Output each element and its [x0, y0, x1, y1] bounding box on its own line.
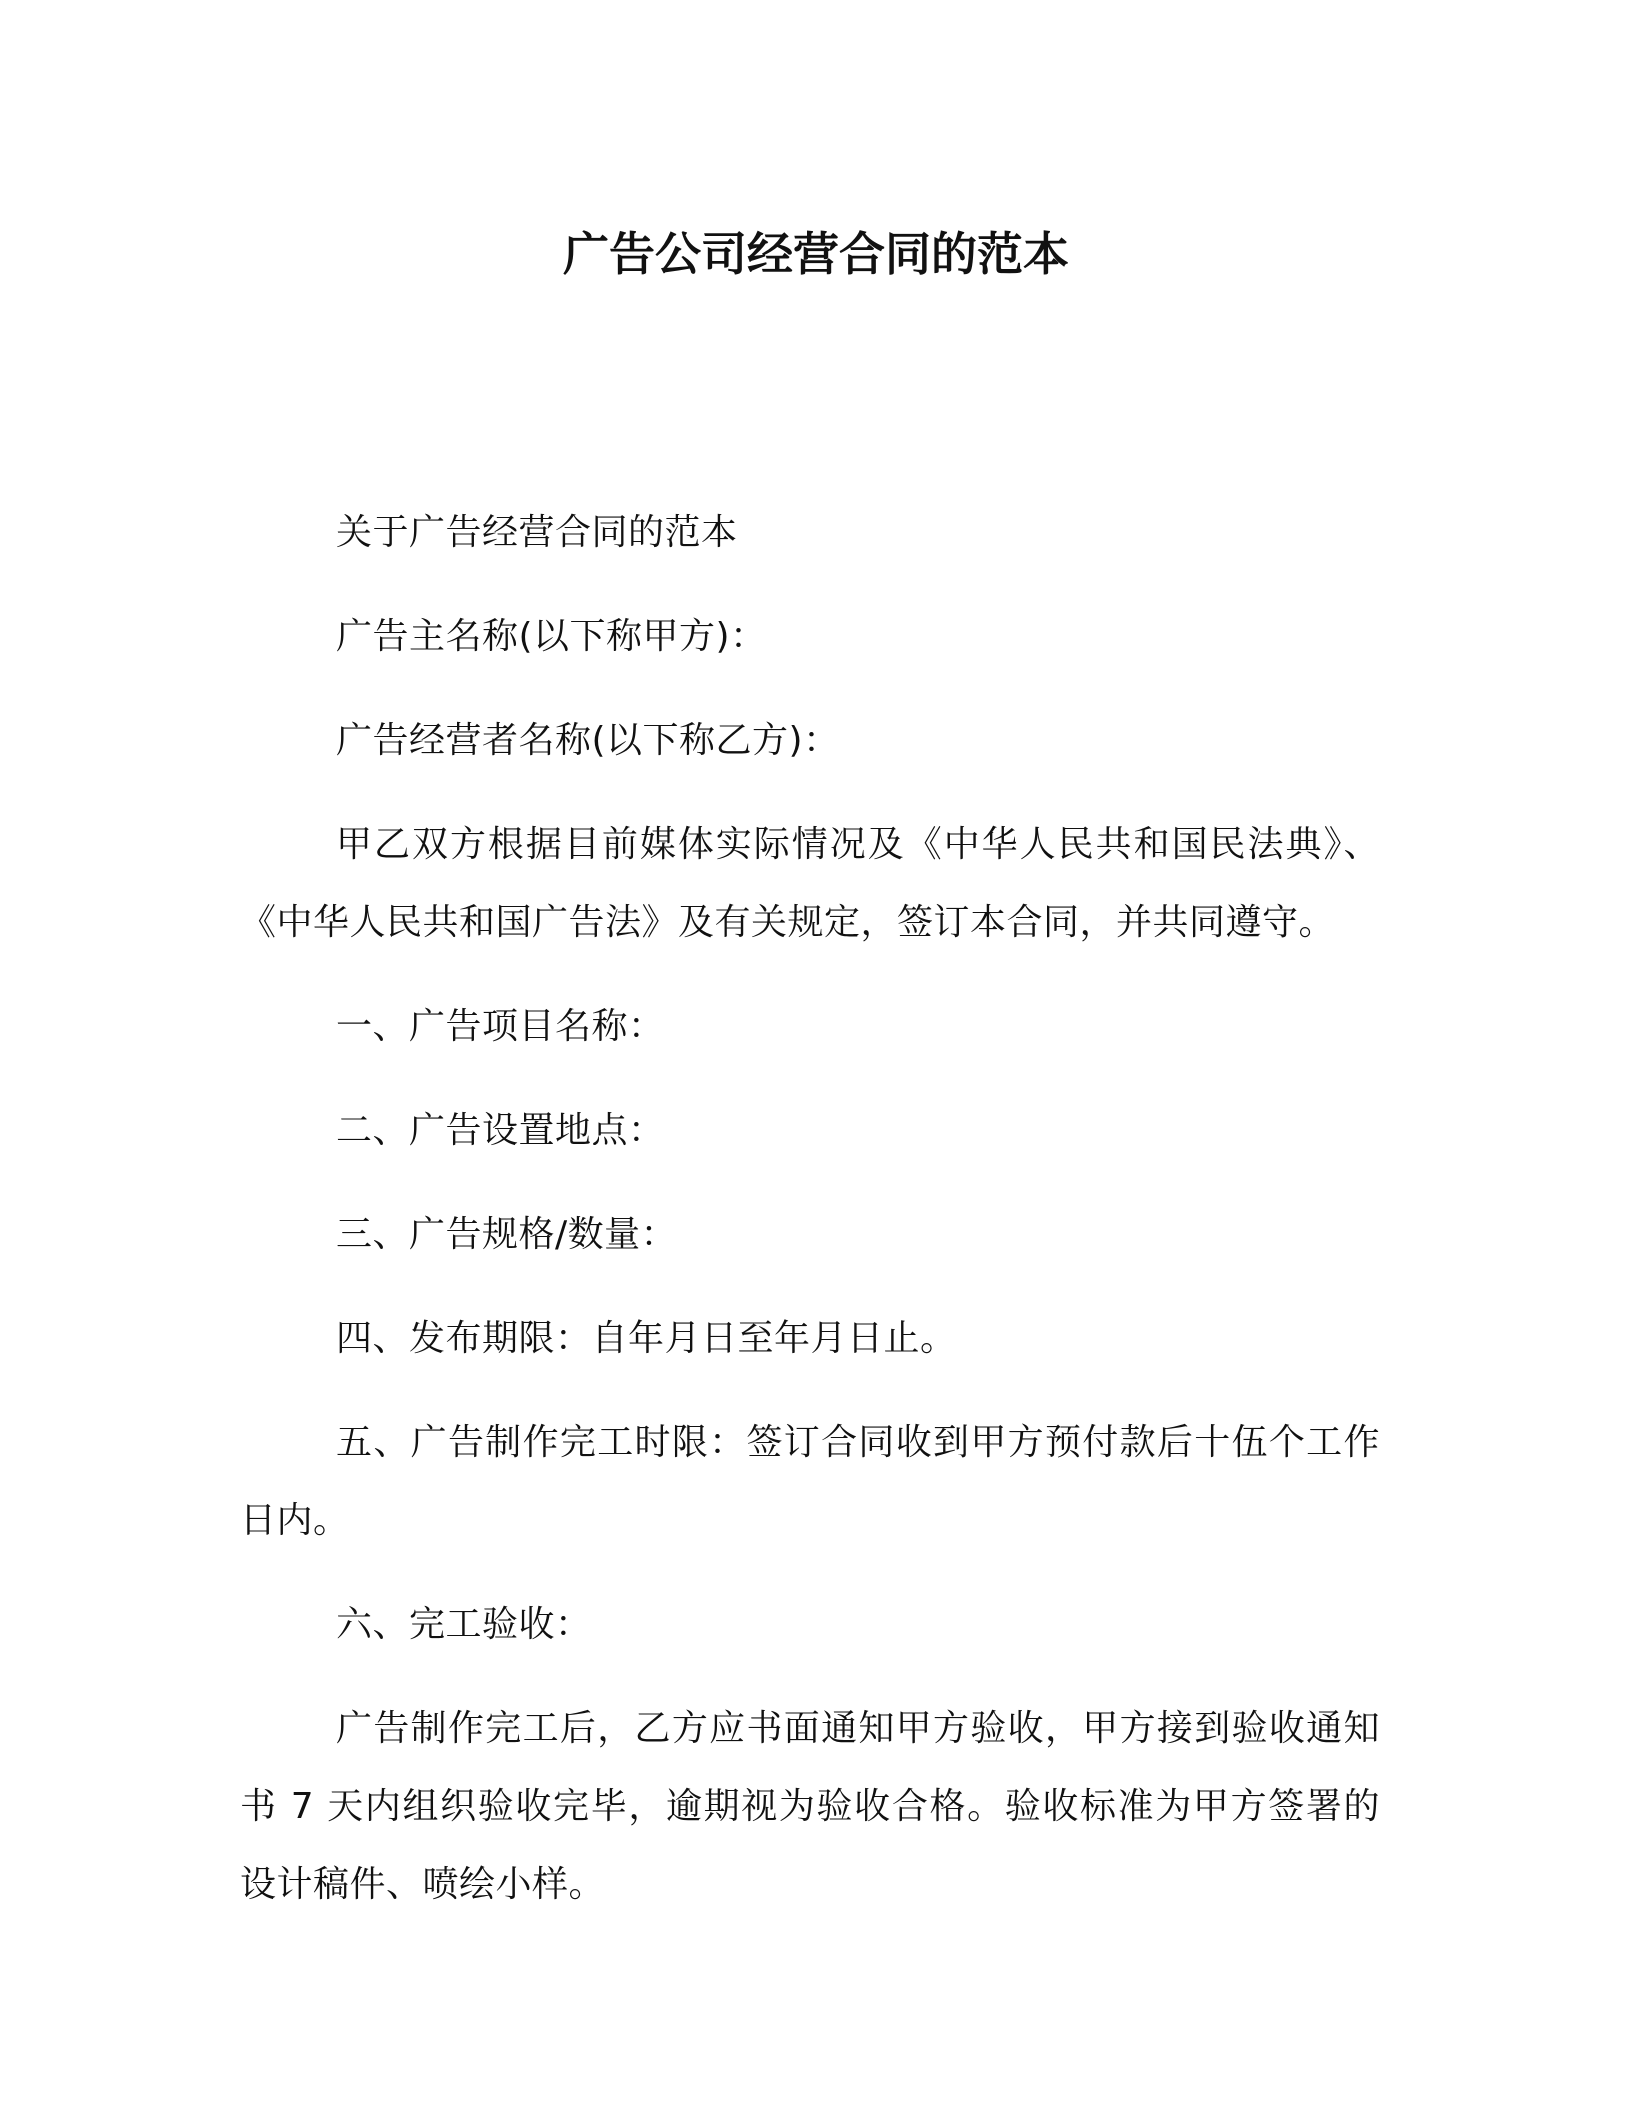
paragraph-party-a: 广告主名称(以下称甲方)：	[336, 616, 767, 657]
clause-4: 四、发布期限：自年月日至年月日止。	[336, 1318, 957, 1359]
clause-6-body: 广告制作完工后，乙方应书面通知甲方验收，甲方接到验收通知书 7 天内组织验收完毕，逾期视为验收合格。验收标准为甲方签署的设计稿件、喷绘小样。	[240, 1708, 1380, 1905]
clause-2: 二、广告设置地点：	[336, 1110, 665, 1151]
paragraph-party-b: 广告经营者名称(以下称乙方)：	[336, 720, 840, 761]
clause-3: 三、广告规格/数量：	[336, 1214, 678, 1255]
clause-1: 一、广告项目名称：	[336, 1006, 665, 1047]
paragraph-subtitle: 关于广告经营合同的范本	[336, 512, 738, 553]
clause-5: 五、广告制作完工时限：签订合同收到甲方预付款后十伍个工作日内。	[240, 1422, 1380, 1541]
document-body	[240, 494, 1380, 1950]
clause-6: 六、完工验收：	[336, 1604, 592, 1645]
document-title: 广告公司经营合同的范本	[563, 227, 1069, 281]
paragraph-preamble: 甲乙双方根据目前媒体实际情况及《中华人民共和国民法典》、《中华人民共和国广告法》及有关规定，签订本合同，并共同遵守。	[240, 824, 1380, 943]
